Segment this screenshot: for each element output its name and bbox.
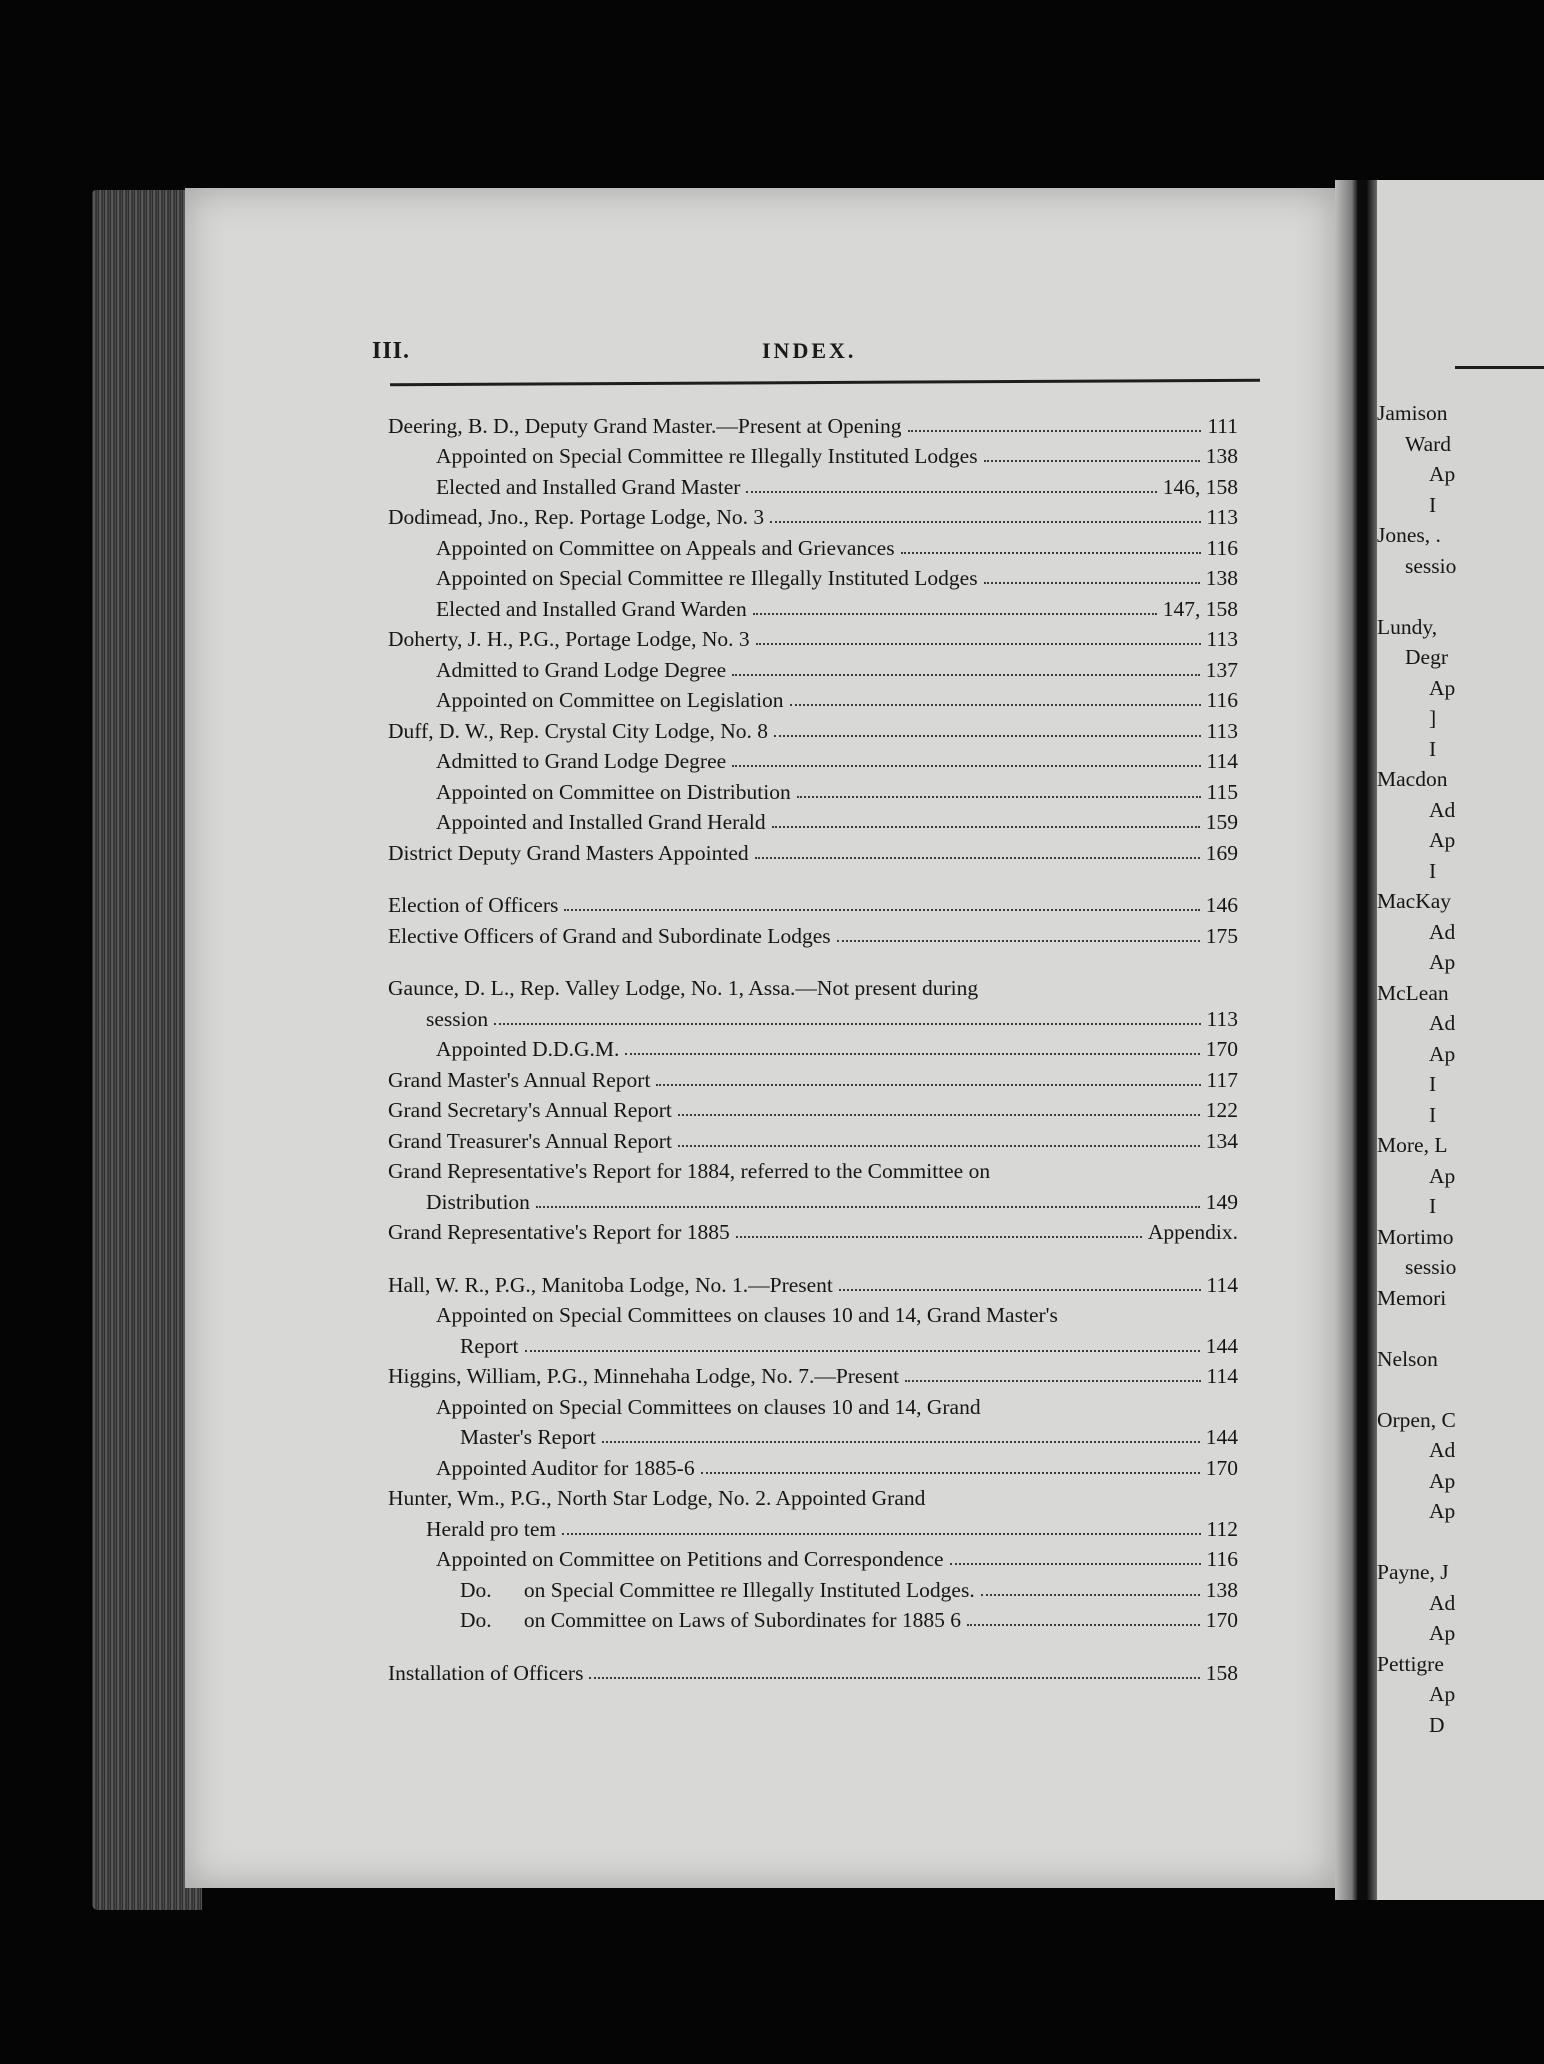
facing-page-line: Jones, .	[1377, 523, 1441, 547]
facing-page-line: Ap	[1429, 950, 1456, 974]
entry-text: Elected and Installed Grand Warden	[436, 596, 747, 621]
entry-text: Grand Secretary's Annual Report	[388, 1098, 672, 1122]
dot-leader	[905, 1380, 1200, 1382]
dot-leader	[736, 1236, 1142, 1238]
facing-page-line: Jamison	[1377, 401, 1448, 425]
entry-text: Grand Representative's Report for 1885	[388, 1220, 730, 1244]
section-gap	[388, 866, 1238, 888]
dot-leader	[525, 1350, 1200, 1352]
facing-page-line: Ad	[1429, 797, 1456, 822]
dot-leader	[770, 521, 1200, 523]
index-entry	[388, 622, 1238, 653]
facing-page-line: I	[1429, 1072, 1437, 1096]
facing-page-line: Memori	[1377, 1285, 1447, 1310]
page-reference: 112	[1206, 1516, 1238, 1541]
index-entry	[388, 1184, 1238, 1215]
facing-page-line: Nelson	[1377, 1346, 1438, 1371]
facing-page-line: Ap	[1429, 462, 1456, 486]
entry-text: District Deputy Grand Masters Appointed	[388, 840, 749, 865]
page-reference: 113	[1206, 505, 1238, 529]
page-reference: 146	[1205, 893, 1238, 917]
page-reference: 138	[1205, 1577, 1238, 1602]
page-reference: 147, 158	[1162, 596, 1238, 621]
page-title: INDEX.	[762, 338, 857, 363]
entry-text: Appointed on Special Committee re Illegally Instituted Lodges	[436, 566, 978, 590]
dot-leader	[536, 1206, 1200, 1208]
entry-text: Do. on Committee on Laws of Subordinates for 1885 6	[460, 1608, 962, 1632]
page-reference: 149	[1205, 1189, 1238, 1214]
page-reference: 138	[1205, 566, 1238, 590]
entry-text: Election of Officers	[388, 893, 559, 917]
facing-page-line: Pettigre	[1377, 1651, 1444, 1676]
page-reference: 137	[1205, 657, 1238, 682]
dot-leader	[678, 1114, 1200, 1116]
dot-leader	[562, 1533, 1200, 1535]
page-reference: 169	[1205, 840, 1238, 865]
entry-text: Deering, B. D., Deputy Grand Master.—Present at Opening	[388, 413, 902, 438]
page-reference: 175	[1205, 923, 1238, 948]
entry-text: Admitted to Grand Lodge Degree	[436, 749, 727, 773]
facing-page-entries	[1377, 398, 1544, 1740]
index-entry	[388, 1032, 1238, 1063]
page-reference: 170	[1205, 1037, 1238, 1061]
dot-leader	[732, 765, 1200, 767]
page-reference: 113	[1206, 1006, 1238, 1031]
entry-text: Master's Report	[460, 1425, 596, 1449]
index-entry	[388, 1062, 1238, 1093]
facing-page-line: D	[1429, 1712, 1445, 1737]
page-reference: 114	[1206, 749, 1238, 773]
entry-text: Appointed on Special Committee re Illegally Instituted Lodges	[436, 444, 978, 468]
dot-leader	[981, 1594, 1200, 1596]
index-entry	[388, 713, 1238, 744]
facing-page-line: Ap	[1429, 1499, 1456, 1523]
dot-leader	[678, 1145, 1200, 1147]
entry-text: Distribution	[426, 1189, 530, 1214]
page-reference: 122	[1205, 1098, 1238, 1122]
entry-text: Appointed on Committee on Legislation	[436, 688, 784, 712]
facing-page-line: Ad	[1429, 1590, 1456, 1615]
index-entry	[388, 1267, 1238, 1298]
page-reference: 115	[1206, 779, 1238, 804]
index-entry	[388, 1389, 1238, 1420]
page-reference: 116	[1206, 688, 1238, 712]
page-header	[372, 338, 1244, 378]
index-entry	[388, 1655, 1238, 1686]
index-entry	[388, 1542, 1238, 1573]
facing-page-line	[1377, 1527, 1544, 1558]
index-entry	[388, 835, 1238, 866]
index-entry	[388, 1511, 1238, 1542]
index-entry	[388, 1215, 1238, 1246]
facing-page-line: Ad	[1429, 1438, 1456, 1462]
entry-text: Appointed D.D.G.M.	[436, 1037, 620, 1061]
facing-page-line: Orpen, C	[1377, 1407, 1456, 1432]
entry-text: Elected and Installed Grand Master	[436, 474, 741, 499]
facing-page-line: Mortimo	[1377, 1224, 1454, 1249]
page-reference: 113	[1206, 718, 1238, 743]
dot-leader	[839, 1289, 1201, 1291]
index-entry	[388, 1298, 1238, 1329]
facing-page-line	[1377, 581, 1544, 612]
facing-page-line: I	[1429, 1194, 1437, 1218]
index-entry	[388, 408, 1238, 439]
page-reference: 114	[1206, 1272, 1238, 1297]
dot-leader	[774, 735, 1201, 737]
entry-text: Duff, D. W., Rep. Crystal City Lodge, No. 8	[388, 718, 769, 743]
facing-page-line: I	[1429, 1102, 1437, 1127]
section-gap	[388, 949, 1238, 971]
entry-text: Appointed and Installed Grand Herald	[436, 810, 766, 834]
page-reference: 113	[1206, 627, 1238, 651]
entry-text: Appointed on Committee on Petitions and Correspondence	[436, 1547, 944, 1571]
page-reference: 116	[1206, 1547, 1238, 1571]
page-reference: 111	[1207, 413, 1238, 438]
facing-page-line: Ap	[1429, 1163, 1456, 1188]
dot-leader	[564, 909, 1199, 911]
index-entry	[388, 1093, 1238, 1124]
book-gutter	[1335, 180, 1377, 1900]
dot-leader	[790, 704, 1201, 706]
facing-page-line: Ad	[1429, 1011, 1456, 1035]
index-entry	[388, 1603, 1238, 1634]
dot-leader	[732, 674, 1200, 676]
dot-leader	[837, 940, 1200, 942]
entry-text: Higgins, William, P.G., Minnehaha Lodge, No. 7.—Present	[388, 1364, 900, 1388]
index-entry	[388, 469, 1238, 500]
index-entry	[388, 1154, 1238, 1185]
dot-leader	[967, 1624, 1200, 1626]
facing-page-rule	[1455, 366, 1544, 369]
facing-page-line: Degr	[1405, 645, 1448, 669]
entry-text: Grand Representative's Report for 1884, referred to the Committee on	[388, 1159, 991, 1183]
facing-page-line: sessio	[1405, 553, 1457, 578]
index-entry	[388, 888, 1238, 919]
dot-leader	[908, 430, 1202, 432]
section-gap	[388, 1633, 1238, 1655]
facing-page-line: MacKay	[1377, 889, 1452, 913]
page-reference: 134	[1205, 1128, 1238, 1153]
facing-page-line: More, L	[1377, 1133, 1448, 1157]
index-entry	[388, 971, 1238, 1002]
facing-page-line: ]	[1429, 706, 1437, 730]
facing-page-line: Lundy,	[1377, 614, 1438, 639]
dot-leader	[494, 1023, 1200, 1025]
entry-text: Dodimead, Jno., Rep. Portage Lodge, No. 3	[388, 505, 765, 529]
page-reference: 158	[1205, 1660, 1238, 1685]
index-entry	[388, 1328, 1238, 1359]
facing-page-line: Ward	[1405, 431, 1452, 456]
dot-leader	[901, 552, 1201, 554]
entry-text: Appointed Auditor for 1885-6	[436, 1455, 695, 1480]
entry-text: session	[426, 1006, 489, 1031]
facing-page-line: McLean	[1377, 980, 1449, 1005]
facing-page-line: Macdon	[1377, 767, 1448, 791]
page-reference: 159	[1205, 810, 1238, 834]
entry-text: Appointed on Special Committees on clauses 10 and 14, Grand Master's	[436, 1303, 1058, 1327]
facing-page-line: Ap	[1429, 828, 1456, 852]
entry-text: Appointed on Committee on Distribution	[436, 779, 791, 804]
dot-leader	[746, 491, 1156, 493]
facing-page-line	[1377, 1313, 1544, 1344]
dot-leader	[701, 1472, 1200, 1474]
facing-page-line: Ap	[1429, 1621, 1456, 1645]
page-reference: 144	[1205, 1333, 1238, 1358]
index-entry	[388, 918, 1238, 949]
facing-page-line: Payne, J	[1377, 1560, 1449, 1584]
facing-page-line: Ap	[1429, 1682, 1456, 1706]
index-entry	[388, 439, 1238, 470]
entry-text: Hall, W. R., P.G., Manitoba Lodge, No. 1.—Present	[388, 1272, 833, 1297]
index-entry	[388, 500, 1238, 531]
entry-text: Do. on Special Committee re Illegally Instituted Lodges.	[460, 1577, 975, 1602]
page-reference: 170	[1205, 1608, 1238, 1632]
dot-leader	[984, 582, 1200, 584]
dot-leader	[984, 460, 1200, 462]
entry-text: Elective Officers of Grand and Subordinate Lodges	[388, 923, 831, 948]
page-reference: 114	[1206, 1364, 1238, 1388]
page-reference: Appendix.	[1147, 1220, 1238, 1244]
page-reference: 117	[1206, 1067, 1238, 1092]
dot-leader	[656, 1084, 1200, 1086]
page-reference: 138	[1205, 444, 1238, 468]
entry-text: Gaunce, D. L., Rep. Valley Lodge, No. 1, Assa.—Not present during	[388, 976, 979, 1000]
facing-page-line: Ap	[1429, 1041, 1456, 1066]
dot-leader	[772, 826, 1200, 828]
index-entry	[388, 1359, 1238, 1390]
index-entry	[388, 1481, 1238, 1512]
facing-page-line: Ad	[1429, 919, 1456, 944]
index-entry	[388, 1420, 1238, 1451]
entry-text: Appointed on Committee on Appeals and Grievances	[436, 535, 895, 560]
index-entry	[388, 591, 1238, 622]
dot-leader	[950, 1563, 1201, 1565]
page-reference: 116	[1206, 535, 1238, 560]
index-entry	[388, 1572, 1238, 1603]
index-entry	[388, 774, 1238, 805]
index-entry	[388, 683, 1238, 714]
index-entries	[388, 408, 1238, 1686]
dot-leader	[625, 1053, 1199, 1055]
entry-text: Hunter, Wm., P.G., North Star Lodge, No. 2. Appointed Grand	[388, 1486, 926, 1510]
facing-page-line	[1377, 1374, 1544, 1405]
entry-text: Grand Master's Annual Report	[388, 1067, 651, 1092]
facing-page-line: sessio	[1405, 1255, 1457, 1279]
dot-leader	[753, 613, 1157, 615]
entry-text: Grand Treasurer's Annual Report	[388, 1128, 672, 1153]
index-entry	[388, 652, 1238, 683]
dot-leader	[589, 1677, 1199, 1679]
page-reference: 146, 158	[1162, 474, 1238, 499]
entry-text: Report	[460, 1333, 519, 1358]
entry-text: Doherty, J. H., P.G., Portage Lodge, No. 3	[388, 627, 750, 651]
index-entry	[388, 1001, 1238, 1032]
index-entry	[388, 1450, 1238, 1481]
facing-page-line: Ap	[1429, 675, 1456, 700]
dot-leader	[756, 643, 1201, 645]
index-entry	[388, 530, 1238, 561]
page-reference: 144	[1205, 1425, 1238, 1449]
entry-text: Installation of Officers	[388, 1660, 584, 1685]
dot-leader	[755, 857, 1200, 859]
section-gap	[388, 1245, 1238, 1267]
index-entry	[388, 561, 1238, 592]
entry-text: Appointed on Special Committees on clauses 10 and 14, Grand	[436, 1394, 981, 1419]
index-entry	[388, 1123, 1238, 1154]
dot-leader	[797, 796, 1201, 798]
page-number: III.	[372, 338, 411, 364]
facing-page-line: I	[1429, 492, 1437, 517]
dot-leader	[602, 1441, 1200, 1443]
entry-text: Admitted to Grand Lodge Degree	[436, 657, 727, 682]
index-entry	[388, 805, 1238, 836]
page-reference: 170	[1205, 1455, 1238, 1480]
facing-page-line: Ap	[1429, 1468, 1456, 1493]
facing-page-line: I	[1429, 858, 1437, 883]
entry-text: Herald pro tem	[426, 1516, 557, 1541]
index-entry	[388, 744, 1238, 775]
facing-page-line: I	[1429, 736, 1437, 761]
